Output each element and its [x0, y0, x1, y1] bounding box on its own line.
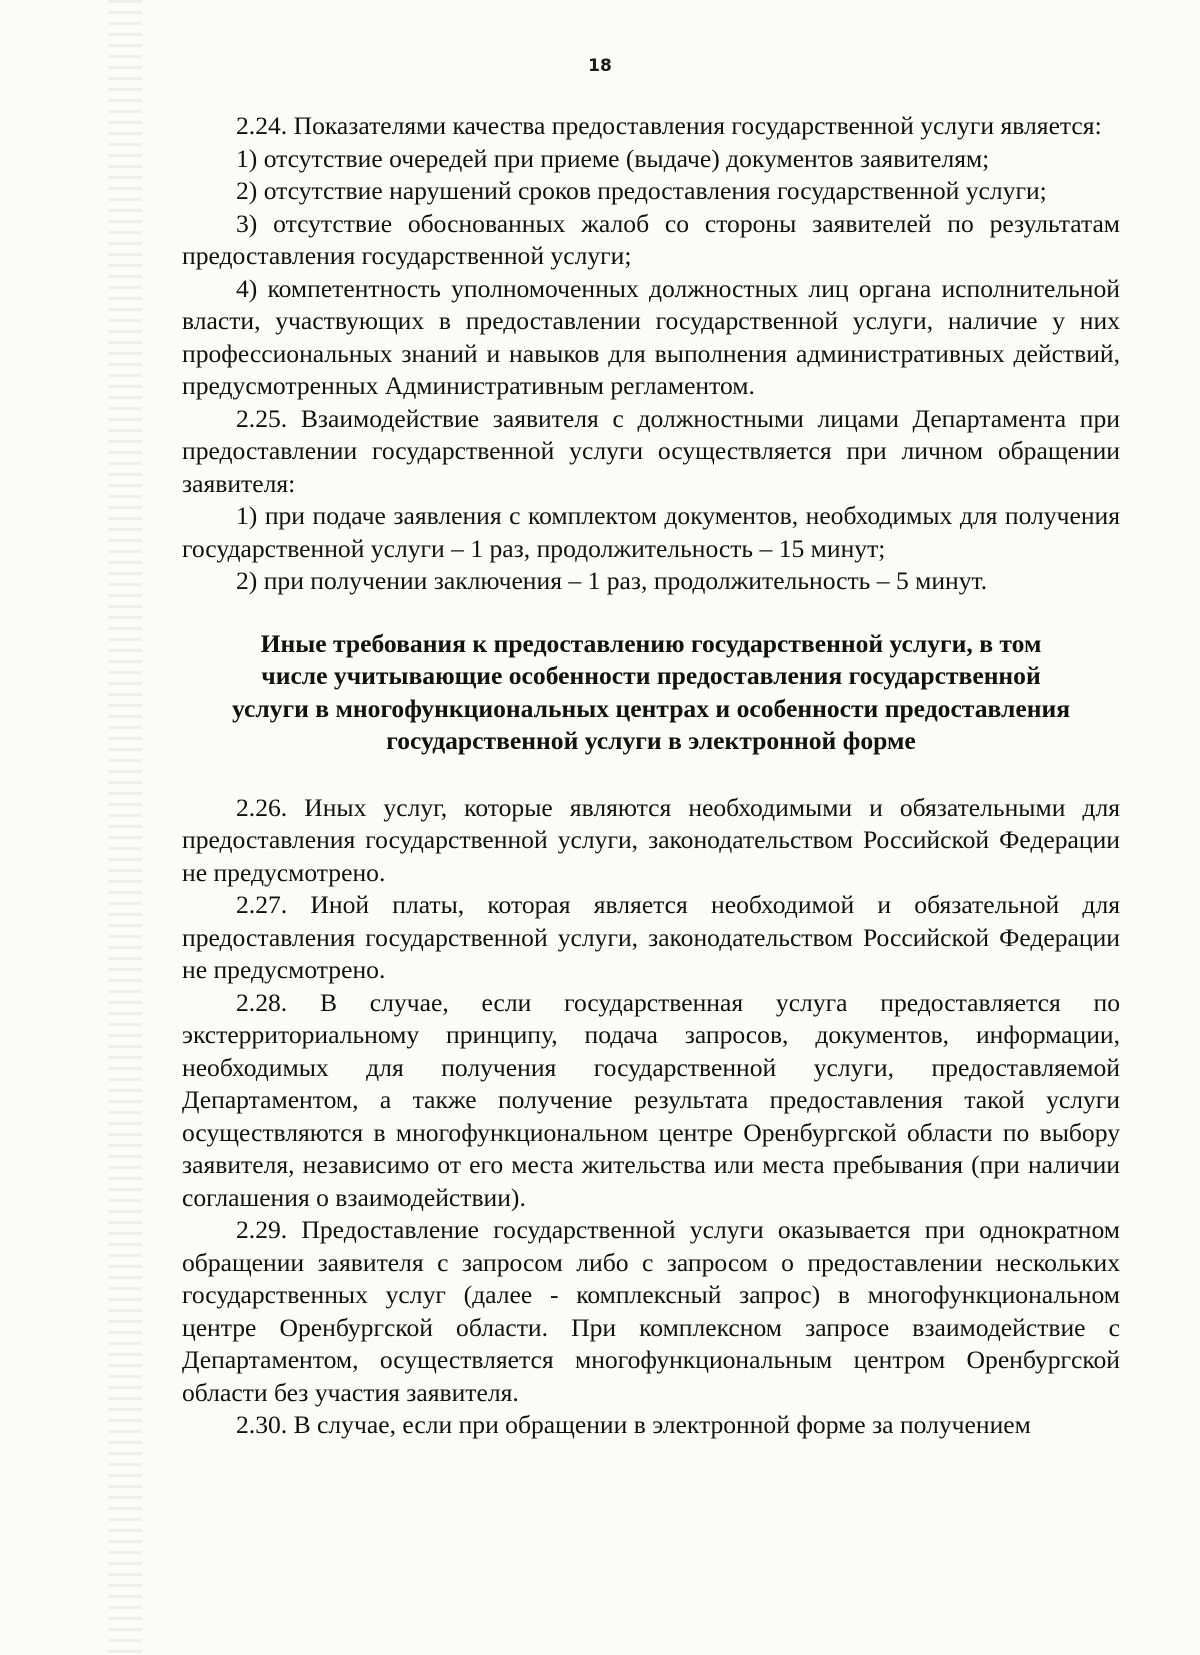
heading-line: услуги в многофункциональных центрах и особенности предоставления: [231, 693, 1071, 723]
paragraph-2-28: 2.28. В случае, если государственная услуга предоставляется по экстерриториальному принципу, подача запросов, документов, информации, необходимых для получения государственной услуги, предоставляемой Департаментом, а также получение результата предоставления такой услуги осуществляются в многофункциональном центре Оренбургской области по выбору заявителя, независимо от его места жительства или места пребывания (при наличии соглашения о взаимодействии).: [182, 987, 1120, 1212]
paragraph-2-27: 2.27. Иной платы, которая является необходимой и обязательной для предоставления государственной услуги, законодательством Российской Федерации не предусмотрено.: [182, 890, 1120, 984]
scan-margin-artifact: [108, 0, 142, 1655]
list-item-1: 1) отсутствие очередей при приеме (выдаче) документов заявителям;: [236, 143, 990, 173]
list-item-2-25-2: 2) при получении заключения – 1 раз, продолжительность – 5 минут.: [236, 566, 988, 595]
list-item-2: 2) отсутствие нарушений сроков предоставления государственной услуги;: [236, 176, 1047, 205]
section-heading: [182, 628, 1120, 758]
heading-line: государственной услуги в электронной форме: [386, 726, 916, 755]
paragraph-2-24: 2.24. Показателями качества предоставления государственной услуги является:: [236, 111, 1102, 140]
list-item-2-25-1: 1) при подаче заявления с комплектом документов, необходимых для получения государственной услуги – 1 раз, продолжительность – 15 минут;: [182, 501, 1120, 563]
paragraph-2-25: 2.25. Взаимодействие заявителя с должностными лицами Департамента при предоставлении государственной услуги осуществляется при личном обращении заявителя:: [182, 403, 1120, 498]
list-item-3: 3) отсутствие обоснованных жалоб со стороны заявителей по результатам предоставления государственной услуги;: [182, 208, 1120, 270]
heading-line: Иные требования к предоставлению государственной услуги, в том: [260, 628, 1042, 658]
list-item-4: 4) компетентность уполномоченных должностных лиц органа исполнительной власти, участвующих в предоставлении государственной услуги, наличие у них профессиональных знаний и навыков для выполнения административных действий, предусмотренных Административным регламентом.: [182, 273, 1120, 400]
paragraph-2-26: 2.26. Иных услуг, которые являются необходимыми и обязательными для предоставления государственной услуги, законодательством Российской Федерации не предусмотрено.: [182, 792, 1120, 887]
heading-line: числе учитывающие особенности предоставления государственной: [261, 661, 1041, 690]
document-body: [182, 110, 1120, 1442]
page-number: 18: [588, 56, 612, 76]
paragraph-2-30: 2.30. В случае, если при обращении в электронной форме за получением: [236, 1410, 1031, 1439]
paragraph-2-29: 2.29. Предоставление государственной услуги оказывается при однократном обращении заявителя с запросом либо с запросом о предоставлении нескольких государственных услуг (далее - комплексный запрос) в многофункциональном центре Оренбургской области. При комплексном запросе взаимодействие с Департаментом, осуществляется многофункциональным центром Оренбургской области без участия заявителя.: [182, 1215, 1120, 1407]
